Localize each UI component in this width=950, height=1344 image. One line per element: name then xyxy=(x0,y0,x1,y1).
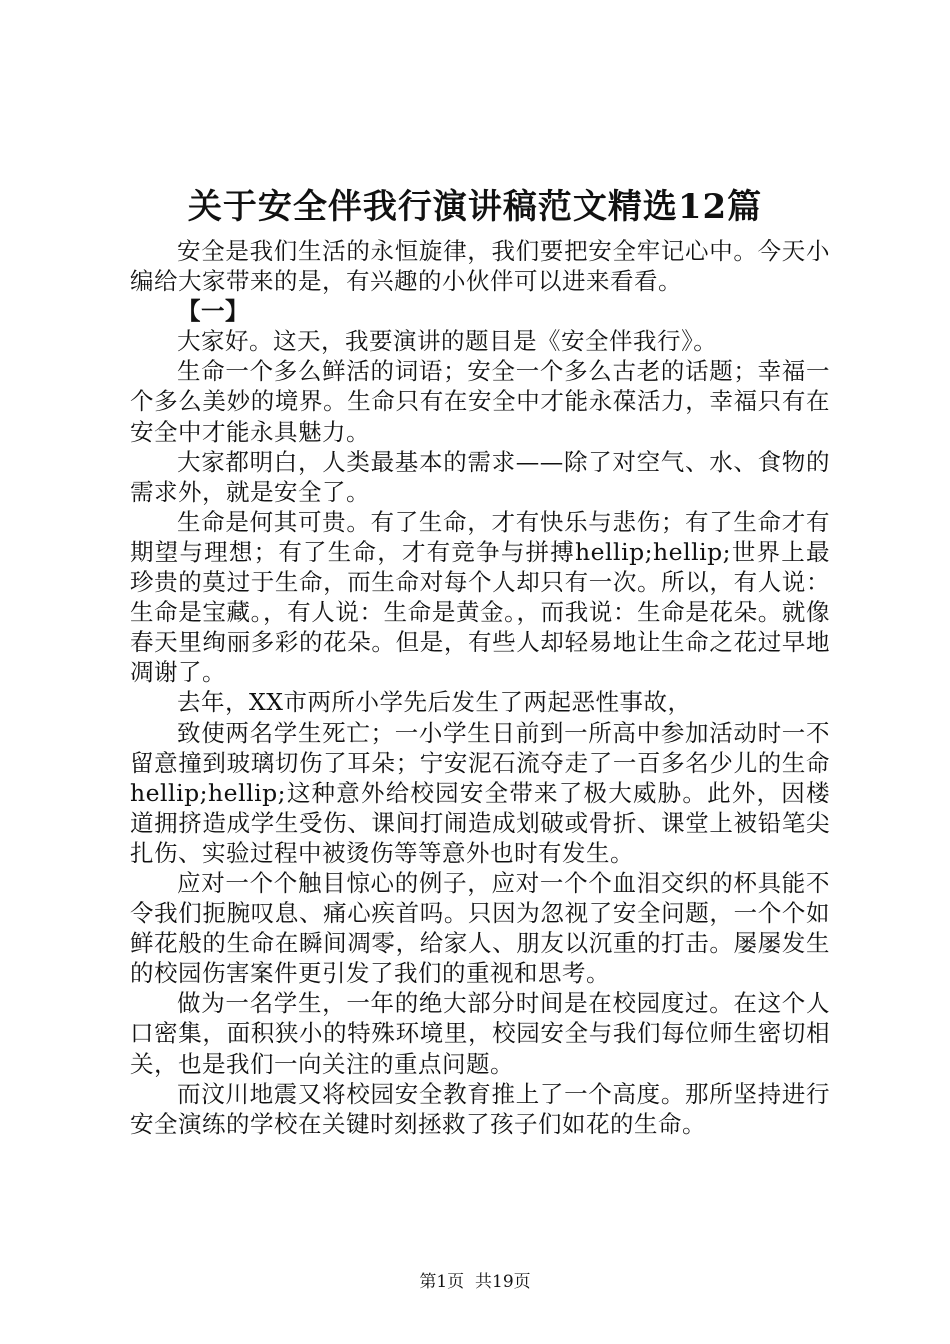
paragraph: 做为一名学生，一年的绝大部分时间是在校园度过。在这个人口密集，面积狭小的特殊环境里，校园安全与我们每位师生密切相关，也是我们一向关注的重点问题。 xyxy=(130,989,830,1078)
paragraph: 而汶川地震又将校园安全教育推上了一个高度。那所坚持进行安全演练的学校在关键时刻拯救了孩子们如花的生命。 xyxy=(130,1079,830,1138)
page-footer xyxy=(0,1270,950,1294)
paragraph: 大家都明白，人类最基本的需求——除了对空气、水、食物的需求外，就是安全了。 xyxy=(130,447,830,506)
paragraph: 大家好。这天，我要演讲的题目是《安全伴我行》。 xyxy=(177,327,718,356)
page-number: 第1页 xyxy=(419,1272,465,1292)
paragraph: 生命一个多么鲜活的词语；安全一个多么古老的话题；幸福一个多么美妙的境界。生命只有在安全中才能永葆活力，幸福只有在安全中才能永具魅力。 xyxy=(130,357,830,446)
section-heading: 【一】 xyxy=(177,297,249,326)
paragraph-intro: 安全是我们生活的永恒旋律，我们要把安全牢记心中。今天小编给大家带来的是，有兴趣的小伙伴可以进来看看。 xyxy=(130,237,830,296)
page-total: 共19页 xyxy=(475,1272,531,1292)
paragraph: 生命是何其可贵。有了生命，才有快乐与悲伤；有了生命才有期望与理想；有了生命，才有竞争与拼搏hellip;hellip;世界上最珍贵的莫过于生命，而生命对每个人却只有一次。所以，有人说：生命是宝藏。，有人说：生命是黄金。，而我说：生命是花朵。就像春天里绚丽多彩的花朵。但是，有些人却轻易地让生命之花过早地凋谢了。 xyxy=(130,507,830,687)
document-body xyxy=(130,236,830,1139)
paragraph: 致使两名学生死亡；一小学生日前到一所高中参加活动时一不留意撞到玻璃切伤了耳朵；宁安泥石流夺走了一百多名少儿的生命hellip;hellip;这种意外给校园安全带来了极大威胁。此外，因楼道拥挤造成学生受伤、课间打闹造成划破或骨折、课堂上被铅笔尖扎伤、实验过程中被烫伤等等意外也时有发生。 xyxy=(130,718,830,867)
document-title: 关于安全伴我行演讲稿范文精选12篇 xyxy=(187,187,763,227)
paragraph: 去年，XX市两所小学先后发生了两起恶性事故， xyxy=(177,688,692,717)
paragraph: 应对一个个触目惊心的例子，应对一个个血泪交织的杯具能不令我们扼腕叹息、痛心疾首吗。只因为忽视了安全问题，一个个如鲜花般的生命在瞬间凋零，给家人、朋友以沉重的打击。屡屡发生的校园伤害案件更引发了我们的重视和思考。 xyxy=(130,868,830,988)
